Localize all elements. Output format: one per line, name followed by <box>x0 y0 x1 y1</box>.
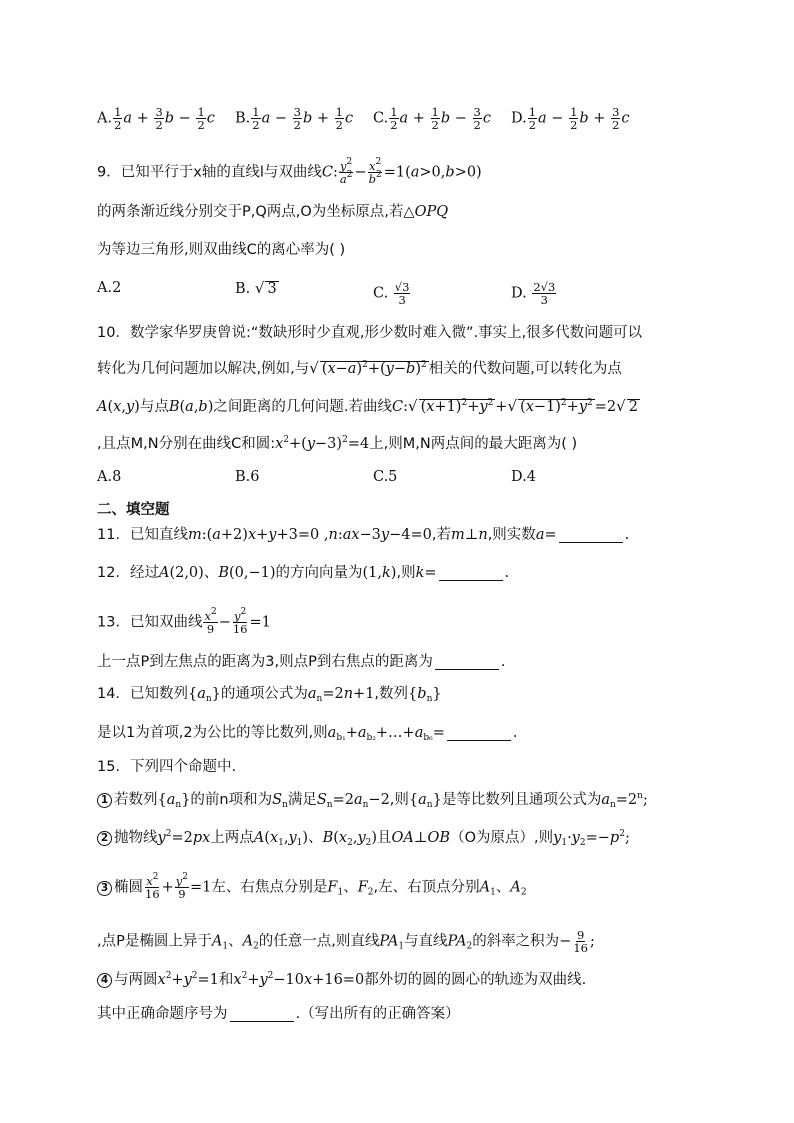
q15-item-3-line2: ,点P是椭圆上异于$A_1$、$A_2$的任意一点,则直线$PA_1$与直线$PA_2$的斜率之积为− $\frac{9}{16}$ ; <box>97 928 595 956</box>
q10-option-b[interactable]: B.6 <box>235 469 260 485</box>
q15-answer-blank[interactable] <box>230 1009 294 1022</box>
q9-options <box>97 281 734 306</box>
q9-stem-line3: 为等边三角形,则双曲线C的离心率为( ) <box>97 242 346 258</box>
q13-answer-blank[interactable] <box>435 657 499 670</box>
q11-stem: 11．已知直线m:(a+2)x+y+3=0 ,n:ax−3y−4=0,若m⊥n,则实数a= . <box>97 527 630 543</box>
q8-option-a[interactable]: A. $\frac{1}{2}$ a + $\frac{3}{2}$ b − $\frac{1}{2}$ c <box>97 105 215 133</box>
q9-stem-line2: 的两条渐近线分别交于P,Q两点,O为坐标原点,若△OPQ <box>97 204 449 220</box>
q10-option-c[interactable]: C.5 <box>373 469 398 485</box>
q15-item-2: 2 抛物线$y^2=2px$上两点$A(x_1,y_1)$、$B(x_2,y_2)$且OA⊥OB（O为原点）,则$y_1\cdot y_2=-p^2$; <box>97 831 734 846</box>
q8-option-c[interactable]: C. $\frac{1}{2}$ a + $\frac{1}{2}$ b − $\frac{3}{2}$ c <box>373 105 491 133</box>
q15-outro: 其中正确命题序号为 .（写出所有的正确答案） <box>97 1006 460 1022</box>
q9-option-a[interactable]: A.2 <box>97 280 122 296</box>
q13-stem-line2: 上一点P到左焦点的距离为3,则点P到右焦点的距离为 . <box>97 654 506 670</box>
q10-stem-line4: ,且点M,N分别在曲线C和圆$:x^2+(y-3)^2=4$上,则M,N两点间的最大距离为( ) <box>97 435 578 452</box>
q13-stem-line1: 13．已知双曲线 $\frac{x^2}{9}$ − $\frac{y^2}{16}$ =1 <box>97 607 271 637</box>
q10-options <box>97 470 734 485</box>
q8-option-d[interactable]: D. $\frac{1}{2}$ a − $\frac{1}{2}$ b + $\frac{3}{2}$ c <box>511 105 630 133</box>
q15-intro: 15．下列四个命题中. <box>97 759 237 775</box>
q10-option-a[interactable]: A.8 <box>97 469 122 485</box>
q11-answer-blank[interactable] <box>559 530 623 543</box>
q15-item-3-line1: 3 椭圆 $\frac{x^2}{16}$ + $\frac{y^2}{9}$ =1左、右焦点分别是$F_1$、$F_2$,左、右顶点分别$A_1$、$A_2$ <box>97 875 734 900</box>
section-title-fill-blank: 二、填空题 <box>97 502 170 518</box>
q10-stem-line1: 10．数学家华罗庚曾说:“数缺形时少直观,形少数时难入微”.事实上,很多代数问题可以 <box>97 325 643 341</box>
q8-option-b[interactable]: B. $\frac{1}{2}$ a − $\frac{3}{2}$ b + $\frac{1}{2}$ c <box>235 105 354 133</box>
q15-item-1: 1 若数列$\{a_n\}$的前n项和为$S_n$满足$S_n=2a_n-2$,则$\{a_n\}$是等比数列且通项公式为$a_n=2^n$; <box>97 793 734 808</box>
q9-option-b[interactable]: B. √ 3 <box>235 279 277 297</box>
q12-stem: 12．经过A(2,0)、B(0,−1)的方向向量为(1,k),则k= . <box>97 565 510 581</box>
q9-option-c[interactable]: C. $\frac{√3}{3}$ <box>373 280 410 308</box>
q8-options <box>97 106 734 131</box>
q9-option-d[interactable]: D. $\frac{2√3}{3}$ <box>511 280 556 308</box>
q14-stem-line1: 14．已知数列$\{a_n\}$的通项公式为$a_n=2n+1$,数列$\{b_n\}$ <box>97 686 442 704</box>
q12-answer-blank[interactable] <box>439 568 503 581</box>
q15-item-4: 4 与两圆$x^2+y^2=1$和$x^2+y^2-10x+16=0$都外切的圆的圆心的轨迹为双曲线. <box>97 973 734 988</box>
q14-answer-blank[interactable] <box>447 728 511 741</box>
q10-option-d[interactable]: D.4 <box>511 469 536 485</box>
q10-stem-line3: A(x,y)与点B(a,b)之间距离的几何问题.若曲线C:√ $(x+1)^2+y^2$ +√ $(x-1)^2+y^2 =2√$ 2 <box>97 397 638 415</box>
q14-stem-line2: 是以1为首项,2为公比的等比数列,则$a_{b_1}+a_{b_2}+\dots+a_{b_6}=$ . <box>97 725 518 743</box>
q10-stem-line2: 转化为几何问题加以解决,例如,与√ $(x-a)^2+(y-b)^2$ 相关的代数问题,可以转化为点 <box>97 359 622 377</box>
q9-stem-line1: 9．已知平行于x轴的直线l与双曲线C: $\frac{y^2}{a^2}$ − $\frac{x^2}{b^2}$ =1(a>0,b>0) <box>97 157 482 187</box>
